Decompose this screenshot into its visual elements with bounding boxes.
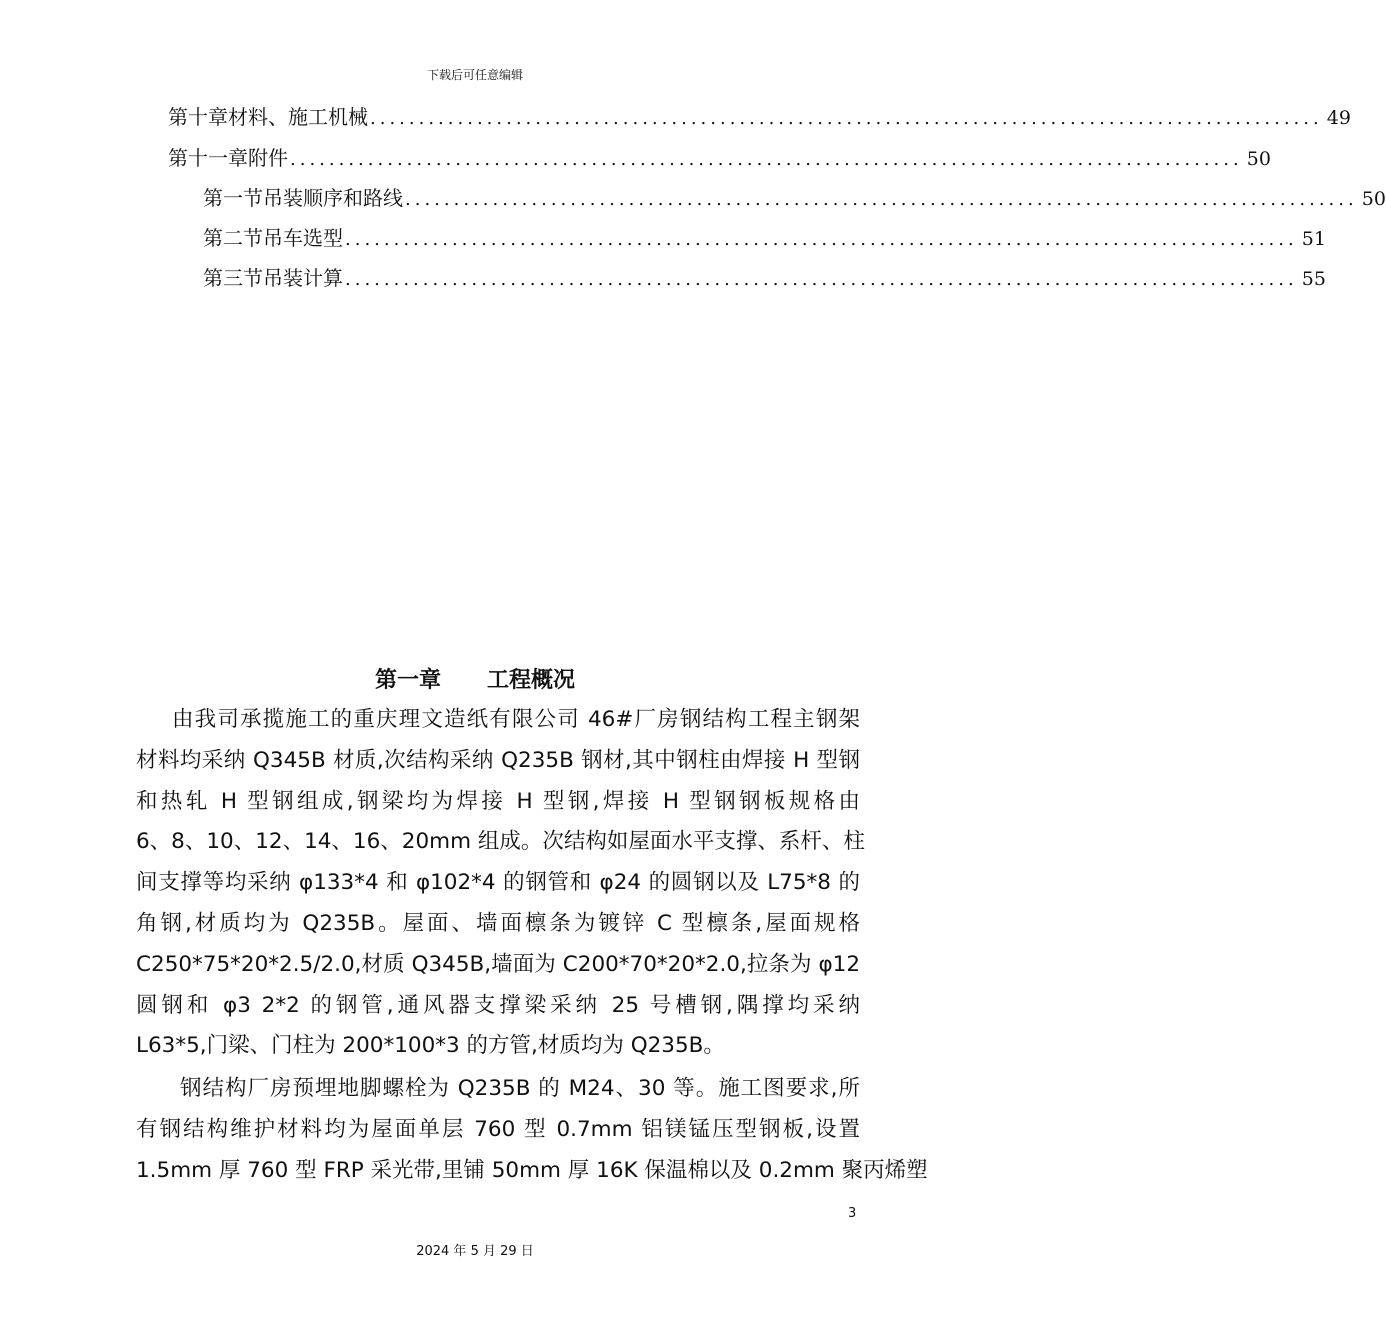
toc-leader-dots: ..................................................................................................	[370, 108, 1323, 129]
text-line: 6、8、10、12、14、16、20mm 组成。次结构如屋面水平支撑、系杆、柱	[136, 829, 865, 855]
toc-entry-page: 49	[1326, 107, 1351, 129]
text-line: 间支撑等均采纳 φ133*4 和 φ102*4 的钢管和 φ24 的圆钢以及 L75*8 的	[136, 870, 860, 896]
toc-entry-title: 吊装计算	[263, 266, 343, 290]
toc-entry-page: 55	[1301, 268, 1326, 290]
toc-entry-page: 50	[1361, 188, 1386, 210]
text-line: L63*5,门梁、门柱为 200*100*3 的方管,材质均为 Q235B。	[136, 1033, 725, 1059]
toc-leader-dots: ..................................................................................................	[290, 149, 1243, 170]
chapter-number: 第一章	[374, 668, 441, 693]
chapter-title: 工程概况	[487, 668, 576, 693]
toc-entry-section-3[interactable]	[203, 262, 1326, 290]
toc-entry-title: 附件	[248, 146, 288, 170]
toc-leader-dots: ..................................................................................................	[405, 189, 1358, 210]
toc-entry-section-2[interactable]	[203, 222, 1326, 250]
text-line: 1.5mm 厚 760 型 FRP 采光带,里铺 50mm 厚 16K 保温棉以及 0.2mm 聚丙烯塑	[136, 1157, 928, 1183]
text-line: 和热轧 H 型钢组成,钢梁均为焊接 H 型钢,焊接 H 型钢钢板规格由	[136, 788, 860, 814]
text-line: 角钢,材质均为 Q235B。屋面、墙面檩条为镀锌 C 型檩条,屋面规格	[136, 910, 860, 936]
toc-entry-number: 第三节	[203, 266, 263, 290]
toc-entry-title: 吊装顺序和路线	[263, 186, 403, 210]
body-paragraph-2	[136, 1069, 928, 1191]
page-header: 下载后可任意编辑	[426, 68, 523, 82]
text-line: 钢结构厂房预埋地脚螺栓为 Q235B 的 M24、30 等。施工图要求,所	[180, 1076, 860, 1101]
toc-entry-chapter-11[interactable]	[168, 142, 1271, 170]
text-line: 由我司承揽施工的重庆理文造纸有限公司 46#厂房钢结构工程主钢架	[172, 707, 860, 732]
body-paragraph-1	[136, 700, 865, 1067]
text-line: C250*75*20*2.5/2.0,材质 Q345B,墙面为 C200*70*20*2.0,拉条为 φ12	[136, 951, 860, 977]
footer-date: 2024 年 5 月 29 日	[416, 1244, 534, 1259]
toc-entry-number: 第十一章	[168, 146, 248, 170]
toc-entry-page: 51	[1301, 228, 1326, 250]
toc-leader-dots: ..................................................................................................	[345, 269, 1298, 290]
toc-entry-title: 材料、施工机械	[228, 105, 368, 129]
text-line: 有钢结构维护材料均为屋面单层 760 型 0.7mm 铝镁锰压型钢板,设置	[136, 1116, 860, 1142]
toc-entry-number: 第一节	[203, 186, 263, 210]
toc-entry-section-1[interactable]	[203, 182, 1386, 210]
toc-entry-chapter-10[interactable]	[168, 101, 1351, 129]
toc-leader-dots: ..................................................................................................	[345, 229, 1298, 250]
chapter-heading	[0, 663, 950, 694]
page-number: 3	[848, 1206, 857, 1221]
text-line: 圆钢和 φ3 2*2 的钢管,通风器支撑梁采纳 25 号槽钢,隅撑均采纳	[136, 992, 860, 1018]
toc-entry-title: 吊车选型	[263, 226, 343, 250]
toc-entry-number: 第二节	[203, 226, 263, 250]
toc-entry-number: 第十章	[168, 105, 228, 129]
text-line: 材料均采纳 Q345B 材质,次结构采纳 Q235B 钢材,其中钢柱由焊接 H 型钢	[136, 747, 860, 773]
toc-entry-page: 50	[1246, 148, 1271, 170]
